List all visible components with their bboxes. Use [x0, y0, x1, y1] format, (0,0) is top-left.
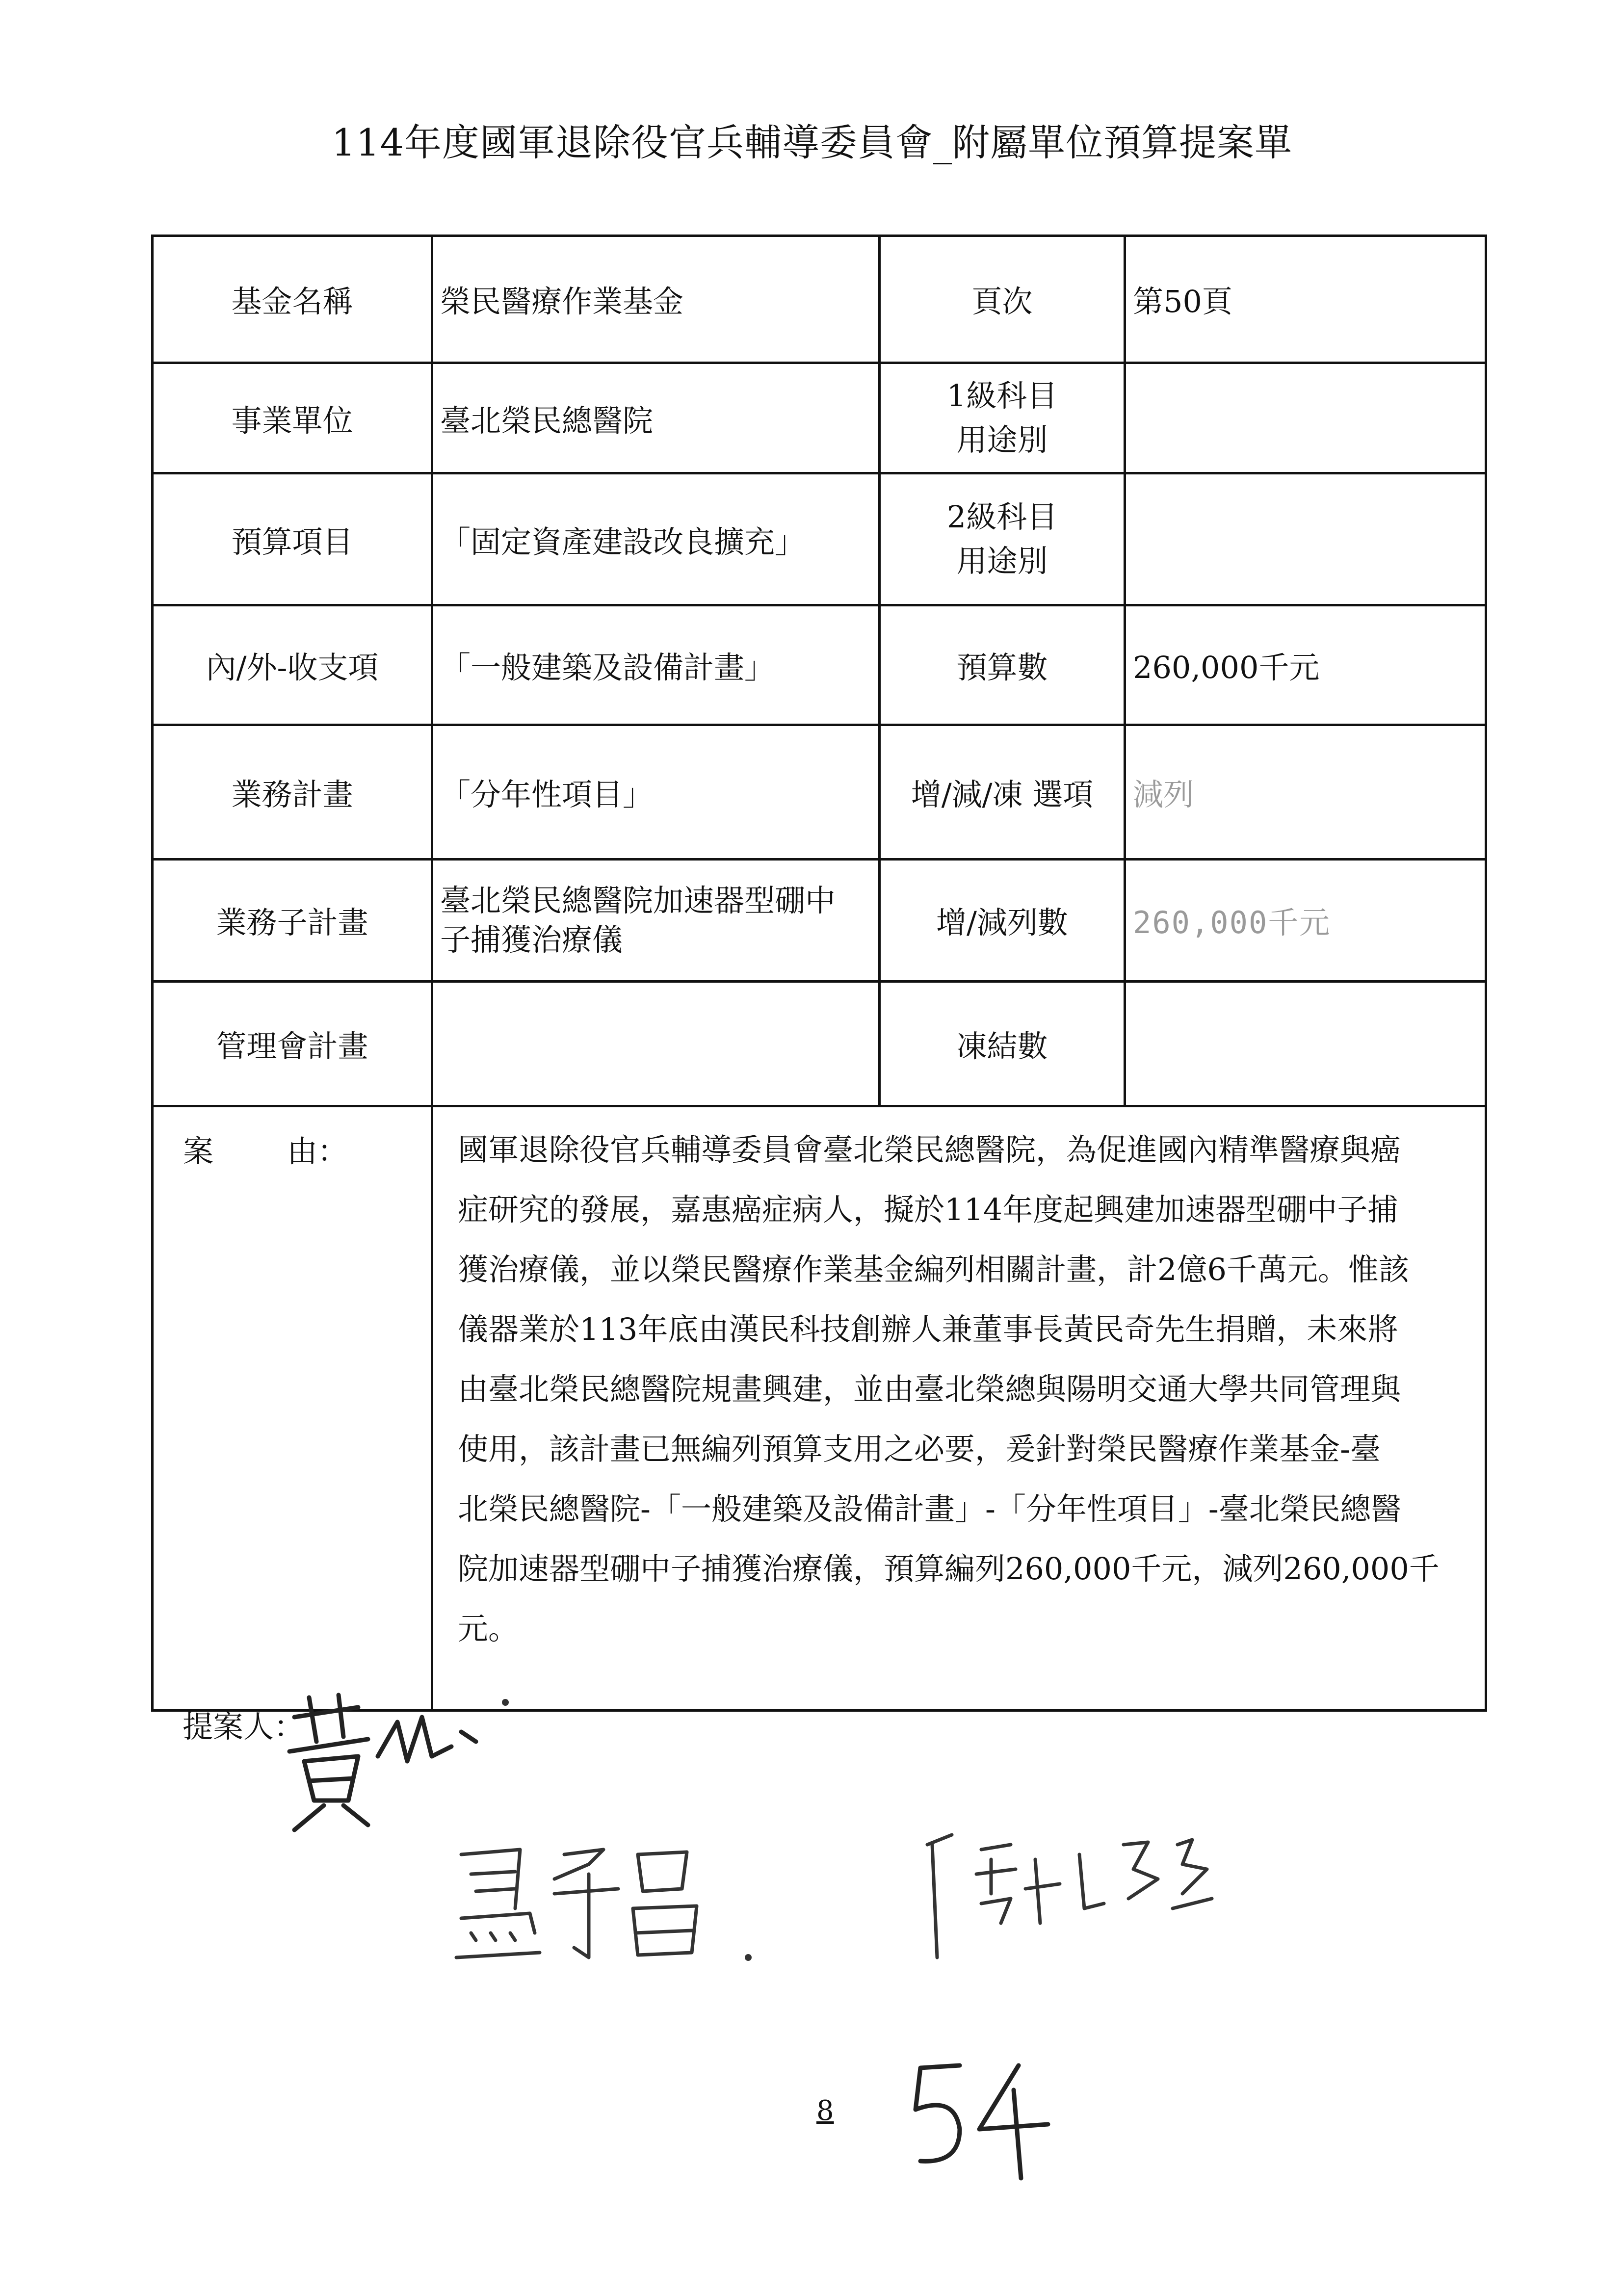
page-label: 頁次 [880, 236, 1125, 363]
handwritten-page-number [901, 2056, 1058, 2183]
reason-line: 國軍退除役官兵輔導委員會臺北榮民總醫院，為促進國內精準醫療與癌 [458, 1131, 1401, 1168]
row-mgmt-plan [153, 981, 1486, 1106]
row-subplan [153, 859, 1486, 981]
reason-label-part1: 案 [183, 1133, 214, 1169]
signature-third [917, 1825, 1222, 1962]
level1-label [880, 363, 1125, 473]
reason-line: 使用，該計畫已無編列預算支用之必要，爰針對榮民醫療作業基金-臺 [458, 1431, 1381, 1467]
reason-label-part2: 由： [287, 1133, 348, 1169]
reason-body [432, 1106, 1486, 1711]
signature-huang [275, 1688, 530, 1835]
subplan-value-line1: 臺北榮民總醫院加速器型硼中 [440, 882, 836, 918]
inout-label: 內/外-收支項 [153, 605, 432, 725]
level1-label-line2: 用途別 [956, 422, 1048, 458]
fund-name-label: 基金名稱 [153, 236, 432, 363]
mgmt-plan-label: 管理會計畫 [153, 981, 432, 1106]
reason-line: 症研究的發展，嘉惠癌症病人，擬於114年度起興建加速器型硼中子捕 [458, 1191, 1398, 1227]
row-inout [153, 605, 1486, 725]
inout-value: 「一般建築及設備計畫」 [432, 605, 880, 725]
business-plan-value: 「分年性項目」 [432, 725, 880, 859]
budget-item-label: 預算項目 [153, 473, 432, 605]
level2-label-line2: 用途別 [956, 543, 1048, 579]
page-value: 第50頁 [1125, 236, 1486, 363]
subplan-label: 業務子計畫 [153, 859, 432, 981]
unit-value: 臺北榮民總醫院 [432, 363, 880, 473]
level1-label-line1: 1級科目 [946, 378, 1058, 414]
reason-line: 獲治療儀，並以榮民醫療作業基金編列相關計畫，計2億6千萬元。惟該 [458, 1251, 1409, 1287]
change-amount-value[interactable]: 260,000千元 [1125, 859, 1486, 981]
reason-label [153, 1106, 432, 1711]
form-title: 114年度國軍退除役官兵輔導委員會_附屬單位預算提案單 [331, 121, 1293, 164]
change-amount-label: 增/減列數 [880, 859, 1125, 981]
level2-value [1125, 473, 1486, 605]
frozen-value [1125, 981, 1486, 1106]
page-number: 8 [816, 2095, 834, 2127]
reason-line: 儀器業於113年底由漢民科技創辦人兼董事長黃民奇先生捐贈，未來將 [458, 1311, 1398, 1347]
budget-item-value: 「固定資產建設改良擴充」 [432, 473, 880, 605]
reason-line: 院加速器型硼中子捕獲治療儀，預算編列260,000千元，減列260,000千 [458, 1550, 1440, 1587]
frozen-label: 凍結數 [880, 981, 1125, 1106]
subplan-value-line2: 子捕獲治療儀 [440, 921, 623, 958]
row-fund-name [153, 236, 1486, 363]
proposal-form-table [151, 235, 1487, 1712]
row-unit [153, 363, 1486, 473]
reason-line: 由臺北榮民總醫院規畫興建，並由臺北榮總與陽明交通大學共同管理與 [458, 1371, 1401, 1407]
budget-amount-value: 260,000千元 [1125, 605, 1486, 725]
signature-ma [442, 1835, 785, 1982]
level2-label [880, 473, 1125, 605]
row-business-plan [153, 725, 1486, 859]
fund-name-value: 榮民醫療作業基金 [432, 236, 880, 363]
budget-amount-label: 預算數 [880, 605, 1125, 725]
proposer-label: 提案人： [183, 1709, 305, 1745]
mgmt-plan-value [432, 981, 880, 1106]
level1-value [1125, 363, 1486, 473]
unit-label: 事業單位 [153, 363, 432, 473]
row-reason [153, 1106, 1486, 1711]
subplan-value [432, 859, 880, 981]
level2-label-line1: 2級科目 [946, 499, 1058, 535]
business-plan-label: 業務計畫 [153, 725, 432, 859]
reason-line: 元。 [458, 1610, 519, 1646]
row-budget-item [153, 473, 1486, 605]
option-label: 增/減/凍 選項 [880, 725, 1125, 859]
reason-line: 北榮民總醫院-「一般建築及設備計畫」-「分年性項目」-臺北榮民總醫 [458, 1490, 1401, 1527]
option-value[interactable]: 減列 [1125, 725, 1486, 859]
